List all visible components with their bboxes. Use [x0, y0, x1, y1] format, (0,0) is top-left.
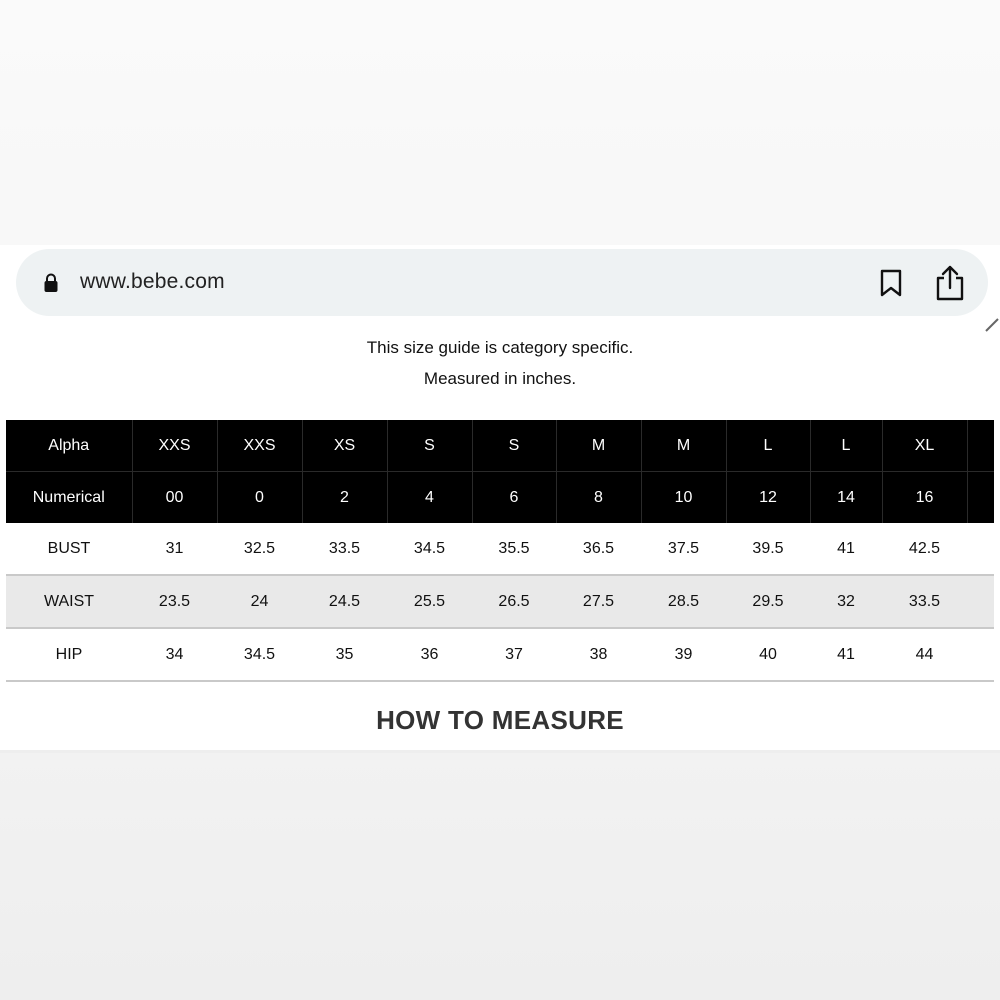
table-cell: 4: [387, 472, 472, 524]
table-cell: 8: [556, 472, 641, 524]
table-row: [6, 472, 994, 524]
table-cell: 24.5: [302, 575, 387, 628]
edit-icon: [984, 317, 1000, 333]
table-row: [6, 575, 994, 628]
size-guide-note: This size guide is category specific.: [366, 338, 634, 357]
table-cell: 10: [641, 472, 726, 524]
table-cell: 34.5: [387, 523, 472, 575]
table-cell: [967, 628, 994, 681]
table-cell: 32: [810, 575, 882, 628]
share-icon[interactable]: [934, 265, 966, 301]
table-cell: XS: [302, 420, 387, 472]
size-chart-table: [6, 420, 994, 682]
table-row: [6, 628, 994, 681]
table-cell: 12: [726, 472, 810, 524]
lock-icon: [44, 273, 58, 293]
table-cell: XXS: [217, 420, 302, 472]
table-row: [6, 523, 994, 575]
table-cell: 28.5: [641, 575, 726, 628]
table-cell: 37.5: [641, 523, 726, 575]
table-cell: 00: [132, 472, 217, 524]
table-cell: [967, 523, 994, 575]
table-cell: 2: [302, 472, 387, 524]
table-cell: [967, 575, 994, 628]
table-cell: 33.5: [882, 575, 967, 628]
browser-screenshot: [0, 245, 1000, 753]
table-cell: 23.5: [132, 575, 217, 628]
measurement-unit-note: Measured in inches.: [423, 369, 577, 388]
divider: [0, 750, 1000, 753]
table-cell: 33.5: [302, 523, 387, 575]
table-cell: 35: [302, 628, 387, 681]
table-cell: M: [641, 420, 726, 472]
table-cell: 16: [882, 472, 967, 524]
table-cell: S: [472, 420, 556, 472]
table-cell: 14: [810, 472, 882, 524]
table-cell: 42.5: [882, 523, 967, 575]
row-label: BUST: [6, 523, 132, 575]
table-cell: XXS: [132, 420, 217, 472]
table-cell: 39.5: [726, 523, 810, 575]
table-cell: 6: [472, 472, 556, 524]
url-text[interactable]: www.bebe.com: [80, 270, 225, 293]
table-cell: 34: [132, 628, 217, 681]
table-row: [6, 420, 994, 472]
address-bar[interactable]: [16, 249, 988, 316]
row-label: WAIST: [6, 575, 132, 628]
table-cell: 25.5: [387, 575, 472, 628]
table-cell: 36: [387, 628, 472, 681]
table-cell: 44: [882, 628, 967, 681]
table-cell: 24: [217, 575, 302, 628]
table-cell: 29.5: [726, 575, 810, 628]
table-cell: 32.5: [217, 523, 302, 575]
table-cell: 31: [132, 523, 217, 575]
table-cell: 35.5: [472, 523, 556, 575]
table-cell: L: [810, 420, 882, 472]
table-cell: [967, 472, 994, 524]
table-cell: M: [556, 420, 641, 472]
table-cell: 41: [810, 628, 882, 681]
row-label: Numerical: [6, 472, 132, 524]
bookmark-icon[interactable]: [878, 269, 904, 297]
row-label: HIP: [6, 628, 132, 681]
table-cell: 38: [556, 628, 641, 681]
table-cell: XL: [882, 420, 967, 472]
row-label: Alpha: [6, 420, 132, 472]
table-cell: 39: [641, 628, 726, 681]
table-cell: 41: [810, 523, 882, 575]
table-cell: 26.5: [472, 575, 556, 628]
table-cell: 37: [472, 628, 556, 681]
table-cell: 40: [726, 628, 810, 681]
table-cell: L: [726, 420, 810, 472]
table-cell: 27.5: [556, 575, 641, 628]
how-to-measure-heading: HOW TO MEASURE: [376, 705, 624, 735]
table-cell: 0: [217, 472, 302, 524]
table-cell: S: [387, 420, 472, 472]
table-cell: [967, 420, 994, 472]
table-cell: 34.5: [217, 628, 302, 681]
table-cell: 36.5: [556, 523, 641, 575]
